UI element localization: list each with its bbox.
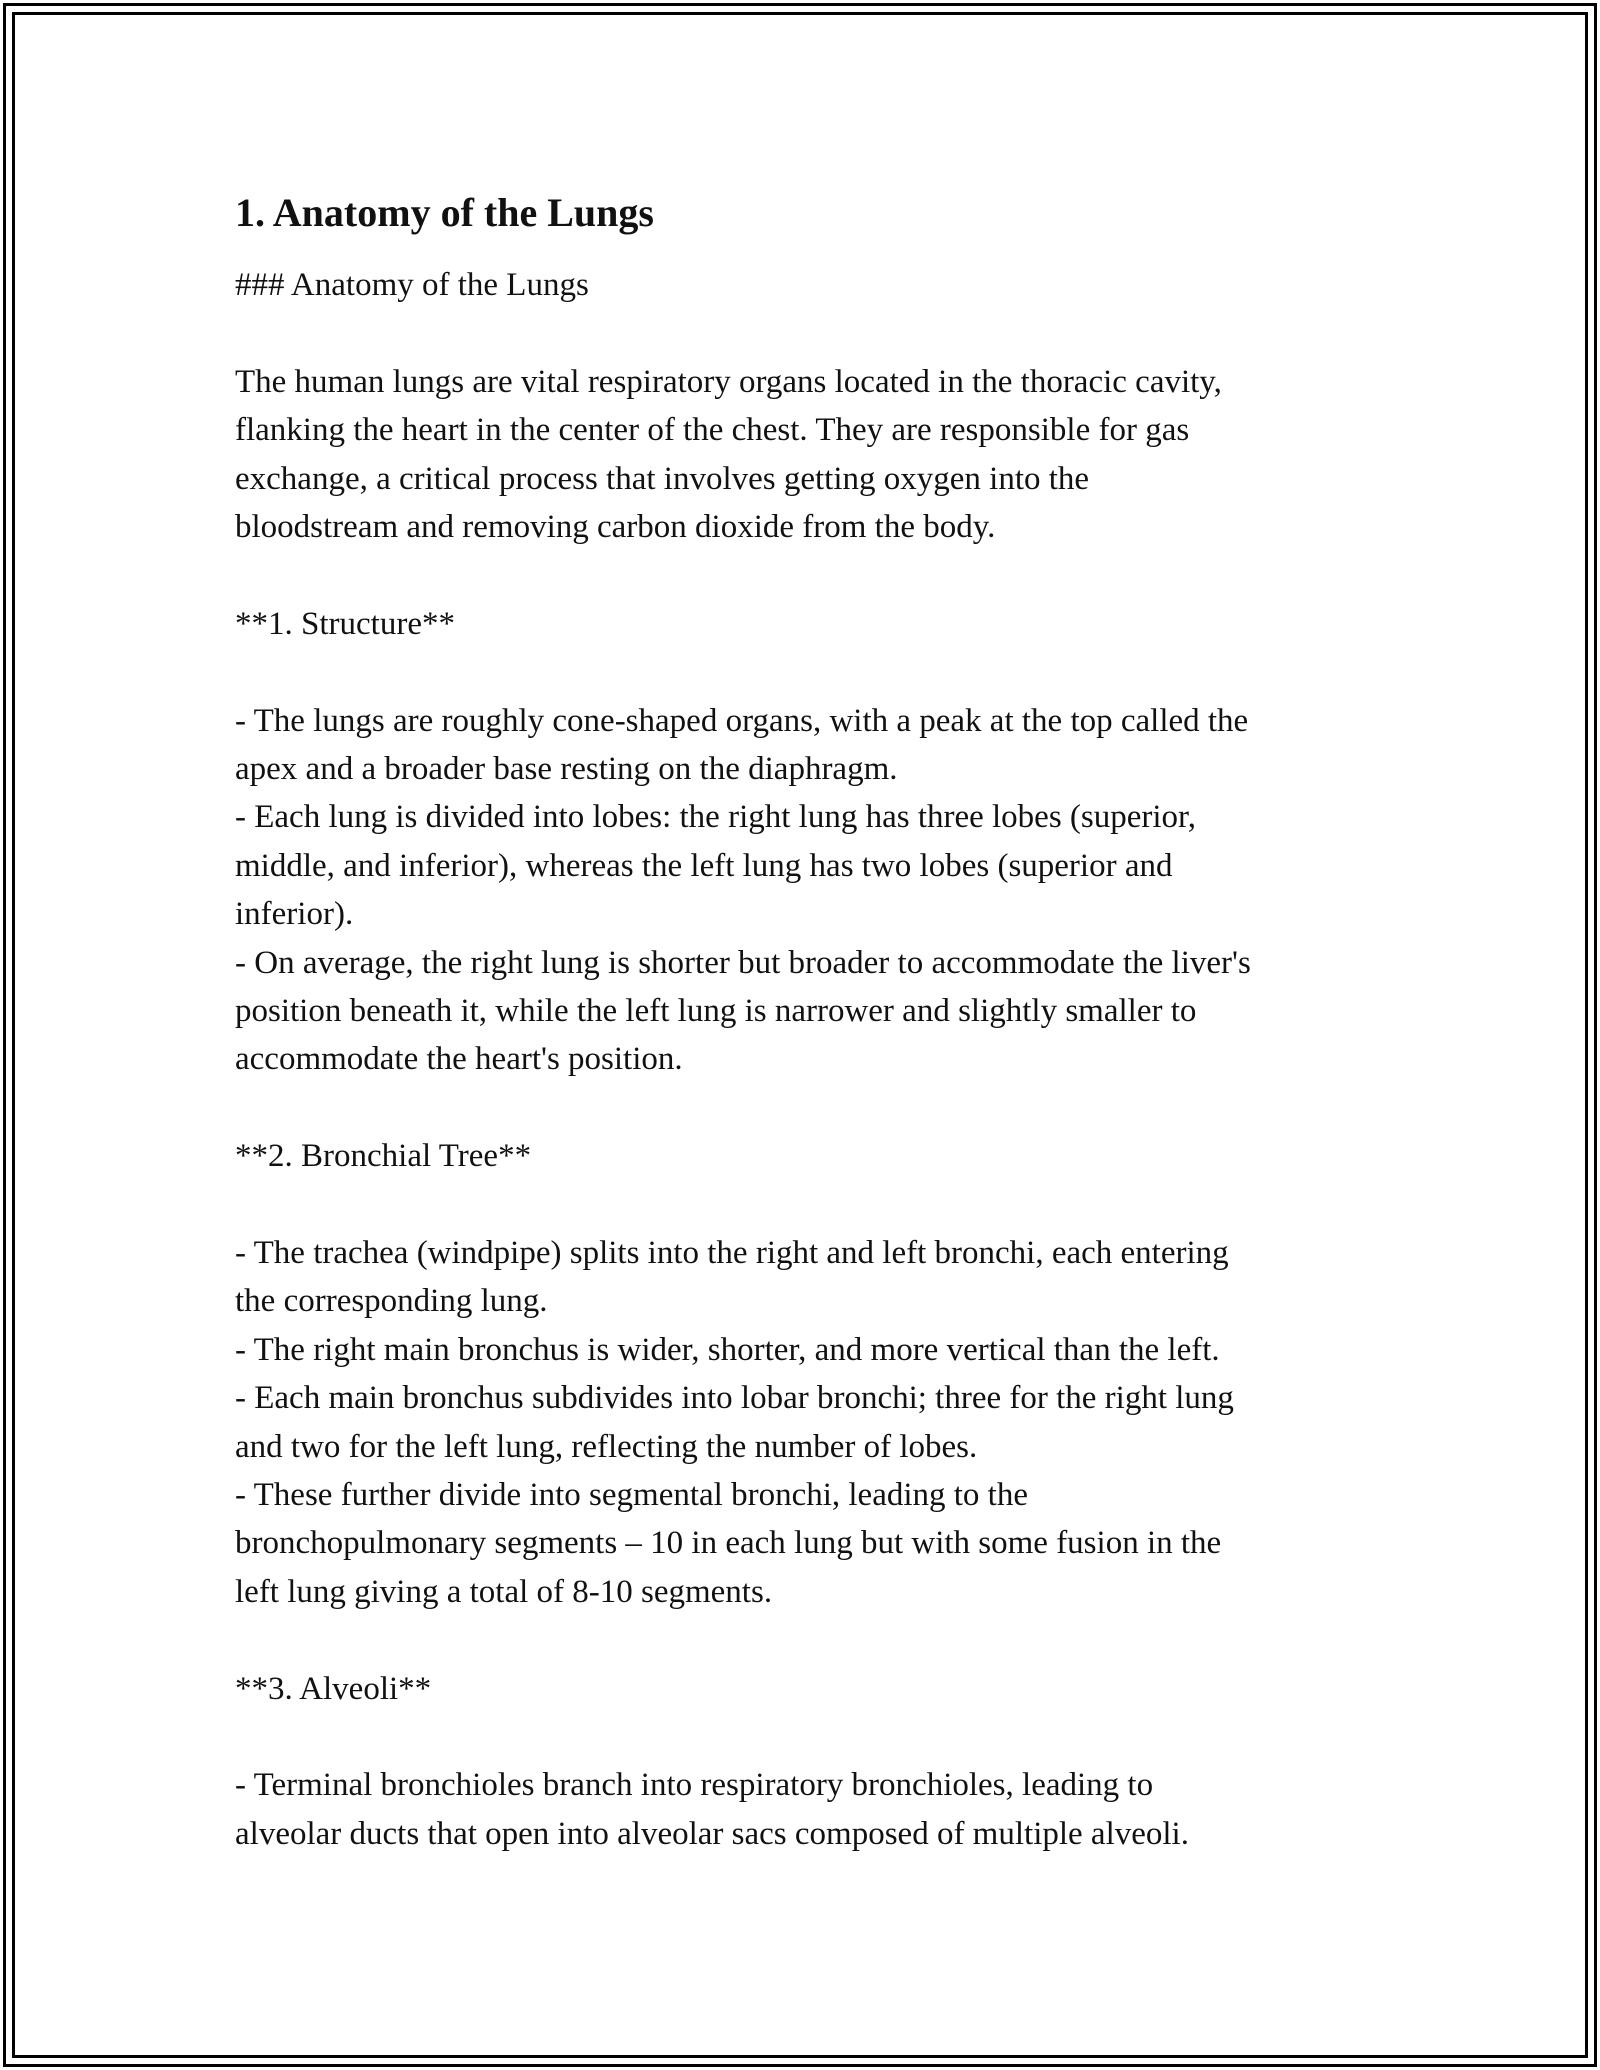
- list-line: alveolar ducts that open into alveolar sacs composed of multiple alveoli.: [235, 1815, 1189, 1852]
- list-line: - The lungs are roughly cone-shaped organs, with a peak at the top called the: [235, 702, 1249, 739]
- list-line: - The trachea (windpipe) splits into the right and left bronchi, each entering: [235, 1235, 1229, 1272]
- list-line: - These further divide into segmental bronchi, leading to the: [235, 1477, 1028, 1514]
- section-bronchial-tree: [235, 1132, 1385, 1616]
- paragraph-line: exchange, a critical process that involves getting oxygen into the: [235, 460, 1090, 497]
- subheading: ### Anatomy of the Lungs: [235, 267, 589, 303]
- paragraph-line: The human lungs are vital respiratory organs located in the thoracic cavity,: [235, 363, 1222, 400]
- section-alveoli: [235, 1665, 1385, 1859]
- intro-paragraph: [235, 358, 1385, 552]
- document-body: [235, 185, 1385, 1858]
- list-line: - On average, the right lung is shorter but broader to accommodate the liver's: [235, 944, 1251, 981]
- list-line: accommodate the heart's position.: [235, 1041, 683, 1078]
- document-title: 1. Anatomy of the Lungs: [235, 190, 654, 235]
- list-line: - The right main bronchus is wider, shorter, and more vertical than the left.: [235, 1331, 1220, 1368]
- section-structure: [235, 600, 1385, 1084]
- section-list: [235, 1761, 1385, 1858]
- list-line: left lung giving a total of 8-10 segments.: [235, 1573, 773, 1610]
- paragraph-line: flanking the heart in the center of the chest. They are responsible for gas: [235, 412, 1190, 449]
- list-line: - Terminal bronchioles branch into respiratory bronchioles, leading to: [235, 1767, 1154, 1804]
- list-line: and two for the left lung, reflecting the number of lobes.: [235, 1428, 978, 1465]
- section-heading: **1. Structure**: [235, 605, 455, 642]
- list-line: - Each main bronchus subdivides into lobar bronchi; three for the right lung: [235, 1380, 1234, 1417]
- section-heading: **2. Bronchial Tree**: [235, 1138, 532, 1175]
- list-line: position beneath it, while the left lung is narrower and slightly smaller to: [235, 993, 1197, 1030]
- section-list: [235, 1229, 1385, 1616]
- list-line: apex and a broader base resting on the diaphragm.: [235, 751, 898, 788]
- list-line: - Each lung is divided into lobes: the right lung has three lobes (superior,: [235, 799, 1196, 836]
- paragraph-line: bloodstream and removing carbon dioxide from the body.: [235, 509, 996, 546]
- list-line: bronchopulmonary segments – 10 in each lung but with some fusion in the: [235, 1525, 1222, 1562]
- list-line: inferior).: [235, 896, 354, 933]
- section-heading: **3. Alveoli**: [235, 1670, 432, 1707]
- list-line: middle, and inferior), whereas the left lung has two lobes (superior and: [235, 847, 1173, 884]
- list-line: the corresponding lung.: [235, 1283, 548, 1320]
- section-list: [235, 697, 1385, 1084]
